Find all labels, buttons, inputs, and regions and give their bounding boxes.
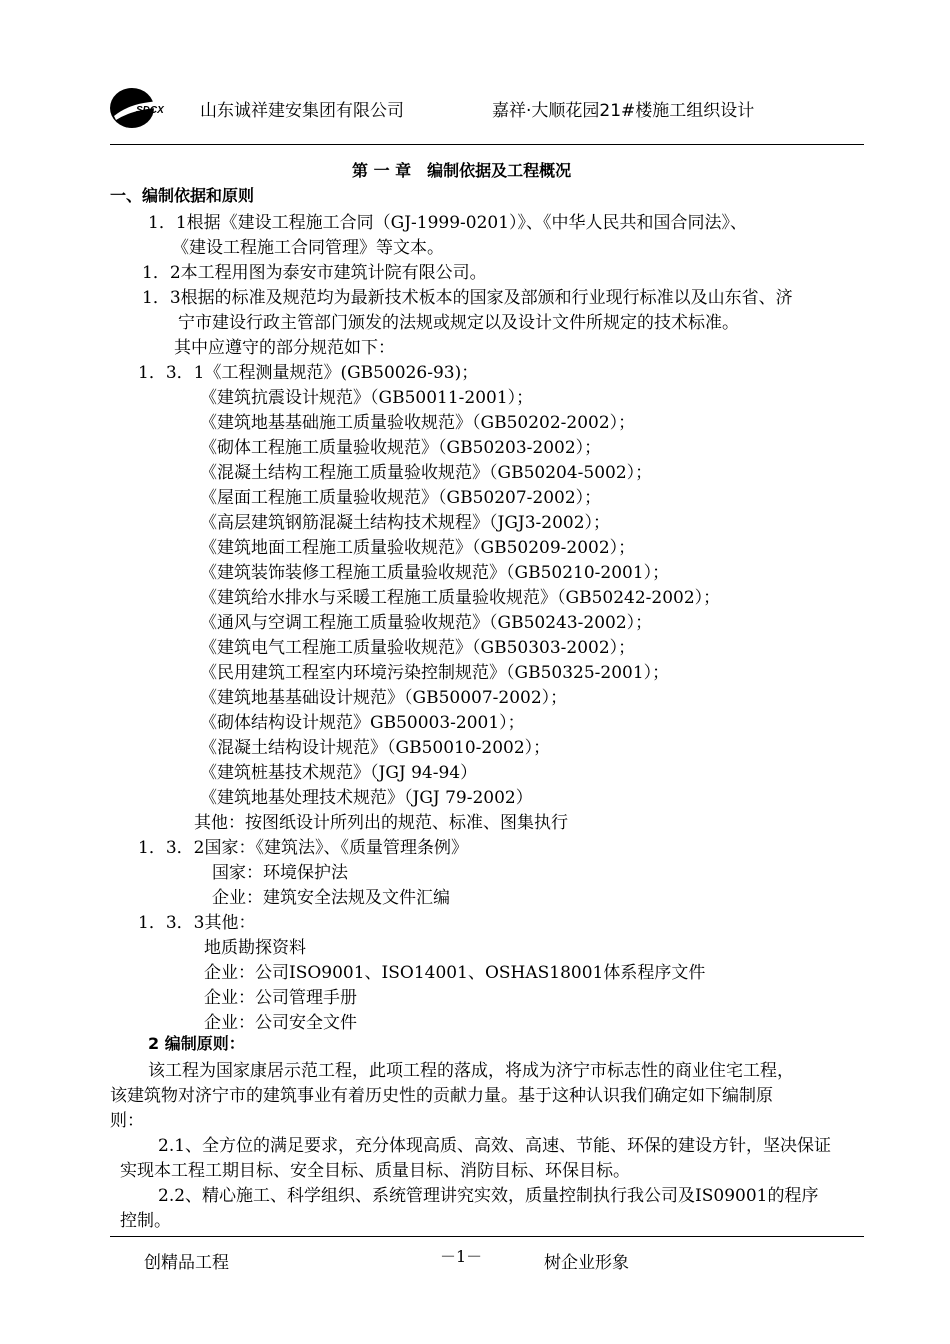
list-item: 《通风与空调工程施工质量验收规范》（GB50243-2002）； bbox=[200, 613, 653, 633]
item-1-3-line2: 宁市建设行政主管部门颁发的法规或规定以及设计文件所规定的技术标准。 bbox=[178, 313, 739, 333]
principle-2-1-line2: 实现本工程工期目标、安全目标、质量目标、消防目标、环保目标。 bbox=[120, 1161, 630, 1181]
item-1-2: 1．2本工程用图为泰安市建筑计院有限公司。 bbox=[142, 263, 487, 283]
list-item: 《建筑装饰装修工程施工质量验收规范》（GB50210-2001）； bbox=[200, 563, 670, 583]
list-item: 《建筑地基处理技术规范》（JGJ 79-2002） bbox=[200, 788, 533, 808]
list-item: 企业：公司管理手册 bbox=[204, 988, 357, 1008]
company-name: 山东诚祥建安集团有限公司 bbox=[200, 101, 404, 121]
logo-text: SDCX bbox=[136, 105, 164, 116]
list-item: 《混凝土结构设计规范》（GB50010-2002）； bbox=[200, 738, 551, 758]
principle-2-1-line1: 2.1、全方位的满足要求，充分体现高质、高效、高速、节能、环保的建设方针，坚决保证 bbox=[158, 1136, 832, 1156]
list-item: 《民用建筑工程室内环境污染控制规范》（GB50325-2001）； bbox=[200, 663, 670, 683]
footer-divider bbox=[110, 1236, 864, 1237]
list-item: 《混凝土结构工程施工质量验收规范》（GB50204-5002）； bbox=[200, 463, 653, 483]
item-1-3-3-head: 1．3．3其他： bbox=[138, 913, 256, 933]
intro-paragraph-line2: 该建筑物对济宁市的建筑事业有着历史性的贡献力量。基于这种认识我们确定如下编制原 bbox=[110, 1086, 773, 1106]
list-item: 《建筑抗震设计规范》（GB50011-2001）； bbox=[200, 388, 534, 408]
intro-paragraph-line1: 该工程为国家康居示范工程，此项工程的落成，将成为济宁市标志性的商业住宅工程， bbox=[148, 1061, 794, 1081]
footer-slogan-right: 树企业形象 bbox=[544, 1253, 629, 1273]
principle-2-2-line1: 2.2、精心施工、科学组织、系统管理讲究实效，质量控制执行我公司及IS09001的程序 bbox=[158, 1186, 819, 1206]
section2-heading: 2 编制原则： bbox=[148, 1034, 245, 1053]
item-1-3-line1: 1．3根据的标准及规范均为最新技术板本的国家及部颁和行业现行标准以及山东省、济 bbox=[142, 288, 793, 308]
list-item: 《建筑给水排水与采暖工程施工质量验收规范》（GB50242-2002）； bbox=[200, 588, 721, 608]
list-item: 《建筑地面工程施工质量验收规范》（GB50209-2002）； bbox=[200, 538, 636, 558]
other-standards: 其他：按图纸设计所列出的规范、标准、图集执行 bbox=[194, 813, 568, 833]
list-item: 地质勘探资料 bbox=[204, 938, 306, 958]
list-item: 企业：公司安全文件 bbox=[204, 1013, 357, 1033]
list-item: 《砌体结构设计规范》GB50003-2001）； bbox=[200, 713, 525, 733]
item-1-3-1-head: 1．3．1《工程测量规范》(GB50026-93)； bbox=[138, 363, 479, 383]
item-1-3-2-line3: 企业：建筑安全法规及文件汇编 bbox=[212, 888, 450, 908]
list-item: 《高层建筑钢筋混凝土结构技术规程》（JGJ3-2002）； bbox=[200, 513, 611, 533]
item-1-1-line2: 《建设工程施工合同管理》等文本。 bbox=[172, 238, 444, 258]
list-item: 《建筑桩基技术规范》（JGJ 94-94） bbox=[200, 763, 478, 783]
header-divider bbox=[110, 144, 864, 145]
list-item: 《建筑电气工程施工质量验收规范》（GB50303-2002）； bbox=[200, 638, 636, 658]
project-name: 嘉祥·大顺花园21#楼施工组织设计 bbox=[492, 101, 755, 121]
intro-paragraph-line3: 则： bbox=[110, 1111, 144, 1131]
list-item: 《建筑地基基础设计规范》（GB50007-2002）； bbox=[200, 688, 568, 708]
section1-heading: 一、编制依据和原则 bbox=[110, 186, 255, 205]
item-1-3-2-line2: 国家：环境保护法 bbox=[212, 863, 348, 883]
list-item: 《屋面工程施工质量验收规范》（GB50207-2002）； bbox=[200, 488, 602, 508]
principle-2-2-line2: 控制。 bbox=[120, 1211, 171, 1231]
item-1-1-line1: 1．1根据《建设工程施工合同（GJ-1999-0201）》、《中华人民共和国合同法》、 bbox=[148, 213, 748, 233]
list-item: 《建筑地基基础施工质量验收规范》（GB50202-2002）； bbox=[200, 413, 636, 433]
list-item: 企业：公司ISO9001、ISO14001、OSHAS18001体系程序文件 bbox=[204, 963, 706, 983]
page-number: －1－ bbox=[440, 1247, 483, 1266]
item-1-3-2-head: 1．3．2国家：《建筑法》、《质量管理条例》 bbox=[138, 838, 468, 858]
company-logo bbox=[106, 86, 180, 130]
item-1-3-line3: 其中应遵守的部分规范如下： bbox=[174, 338, 395, 358]
chapter-title: 第 一 章 编制依据及工程概况 bbox=[352, 161, 572, 180]
list-item: 《砌体工程施工质量验收规范》（GB50203-2002）； bbox=[200, 438, 602, 458]
footer-slogan-left: 创精品工程 bbox=[144, 1253, 229, 1273]
